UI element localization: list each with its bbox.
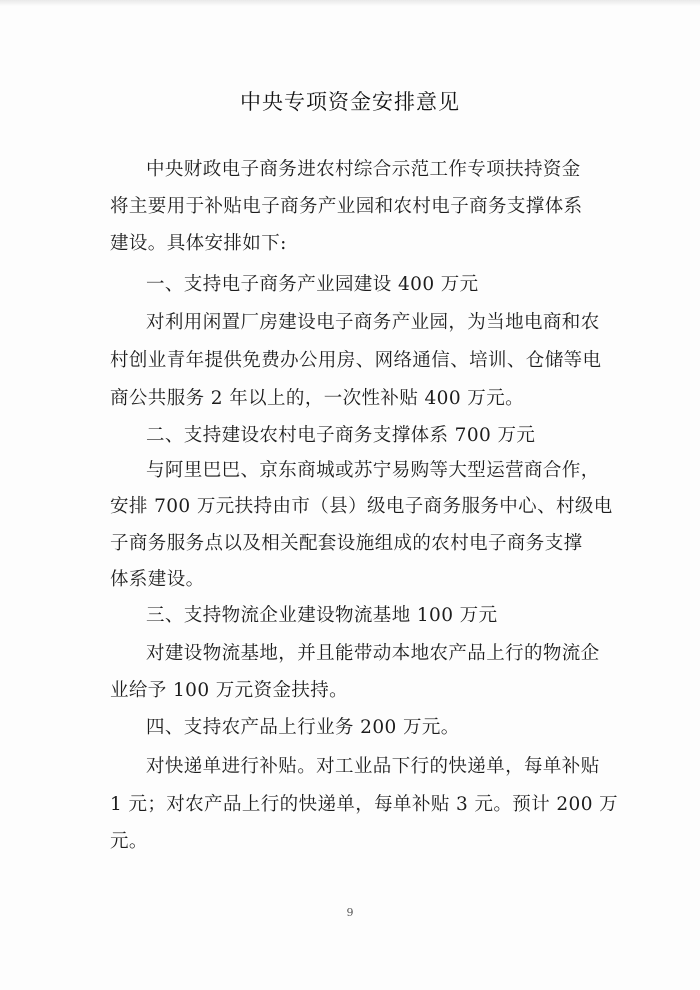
paragraph-line: 对利用闲置厂房建设电子商务产业园，为当地电商和农 xyxy=(146,312,600,333)
paragraph-line: 与阿里巴巴、京东商城或苏宁易购等大型运营商合作， xyxy=(146,460,600,481)
paragraph-line: 中央财政电子商务进农村综合示范工作专项扶持资金 xyxy=(146,159,581,180)
section-heading: 二、支持建设农村电子商务支撑体系 700 万元 xyxy=(146,425,536,446)
page-title: 中央专项资金安排意见 xyxy=(240,90,460,114)
paragraph-line: 1 元；对农产品上行的快递单，每单补贴 3 元。预计 200 万 xyxy=(110,794,619,815)
section-heading: 一、支持电子商务产业园建设 400 万元 xyxy=(146,274,479,295)
paragraph-line: 对快递单进行补贴。对工业品下行的快递单，每单补贴 xyxy=(146,756,600,777)
paragraph-line: 对建设物流基地，并且能带动本地农产品上行的物流企 xyxy=(146,643,600,664)
paragraph-line: 商公共服务 2 年以上的，一次性补贴 400 万元。 xyxy=(110,388,525,409)
section-heading: 三、支持物流企业建设物流基地 100 万元 xyxy=(146,605,498,626)
paragraph-line: 将主要用于补贴电子商务产业园和农村电子商务支撑体系 xyxy=(110,196,583,217)
paragraph-line: 建设。具体安排如下: xyxy=(110,233,287,254)
scan-edge xyxy=(0,0,700,6)
paragraph-line: 安排 700 万元扶持由市（县）级电子商务服务中心、村级电 xyxy=(110,496,613,517)
paragraph-line: 元。 xyxy=(110,831,148,852)
paragraph-line: 体系建设。 xyxy=(110,569,205,590)
paragraph-line: 业给予 100 万元资金扶持。 xyxy=(110,680,349,701)
page-number: 9 xyxy=(346,906,354,919)
section-heading: 四、支持农产品上行业务 200 万元。 xyxy=(146,717,460,738)
paragraph-line: 子商务服务点以及相关配套设施组成的农村电子商务支撑 xyxy=(110,533,583,554)
paragraph-line: 村创业青年提供免费办公用房、网络通信、培训、仓储等电 xyxy=(110,350,602,371)
